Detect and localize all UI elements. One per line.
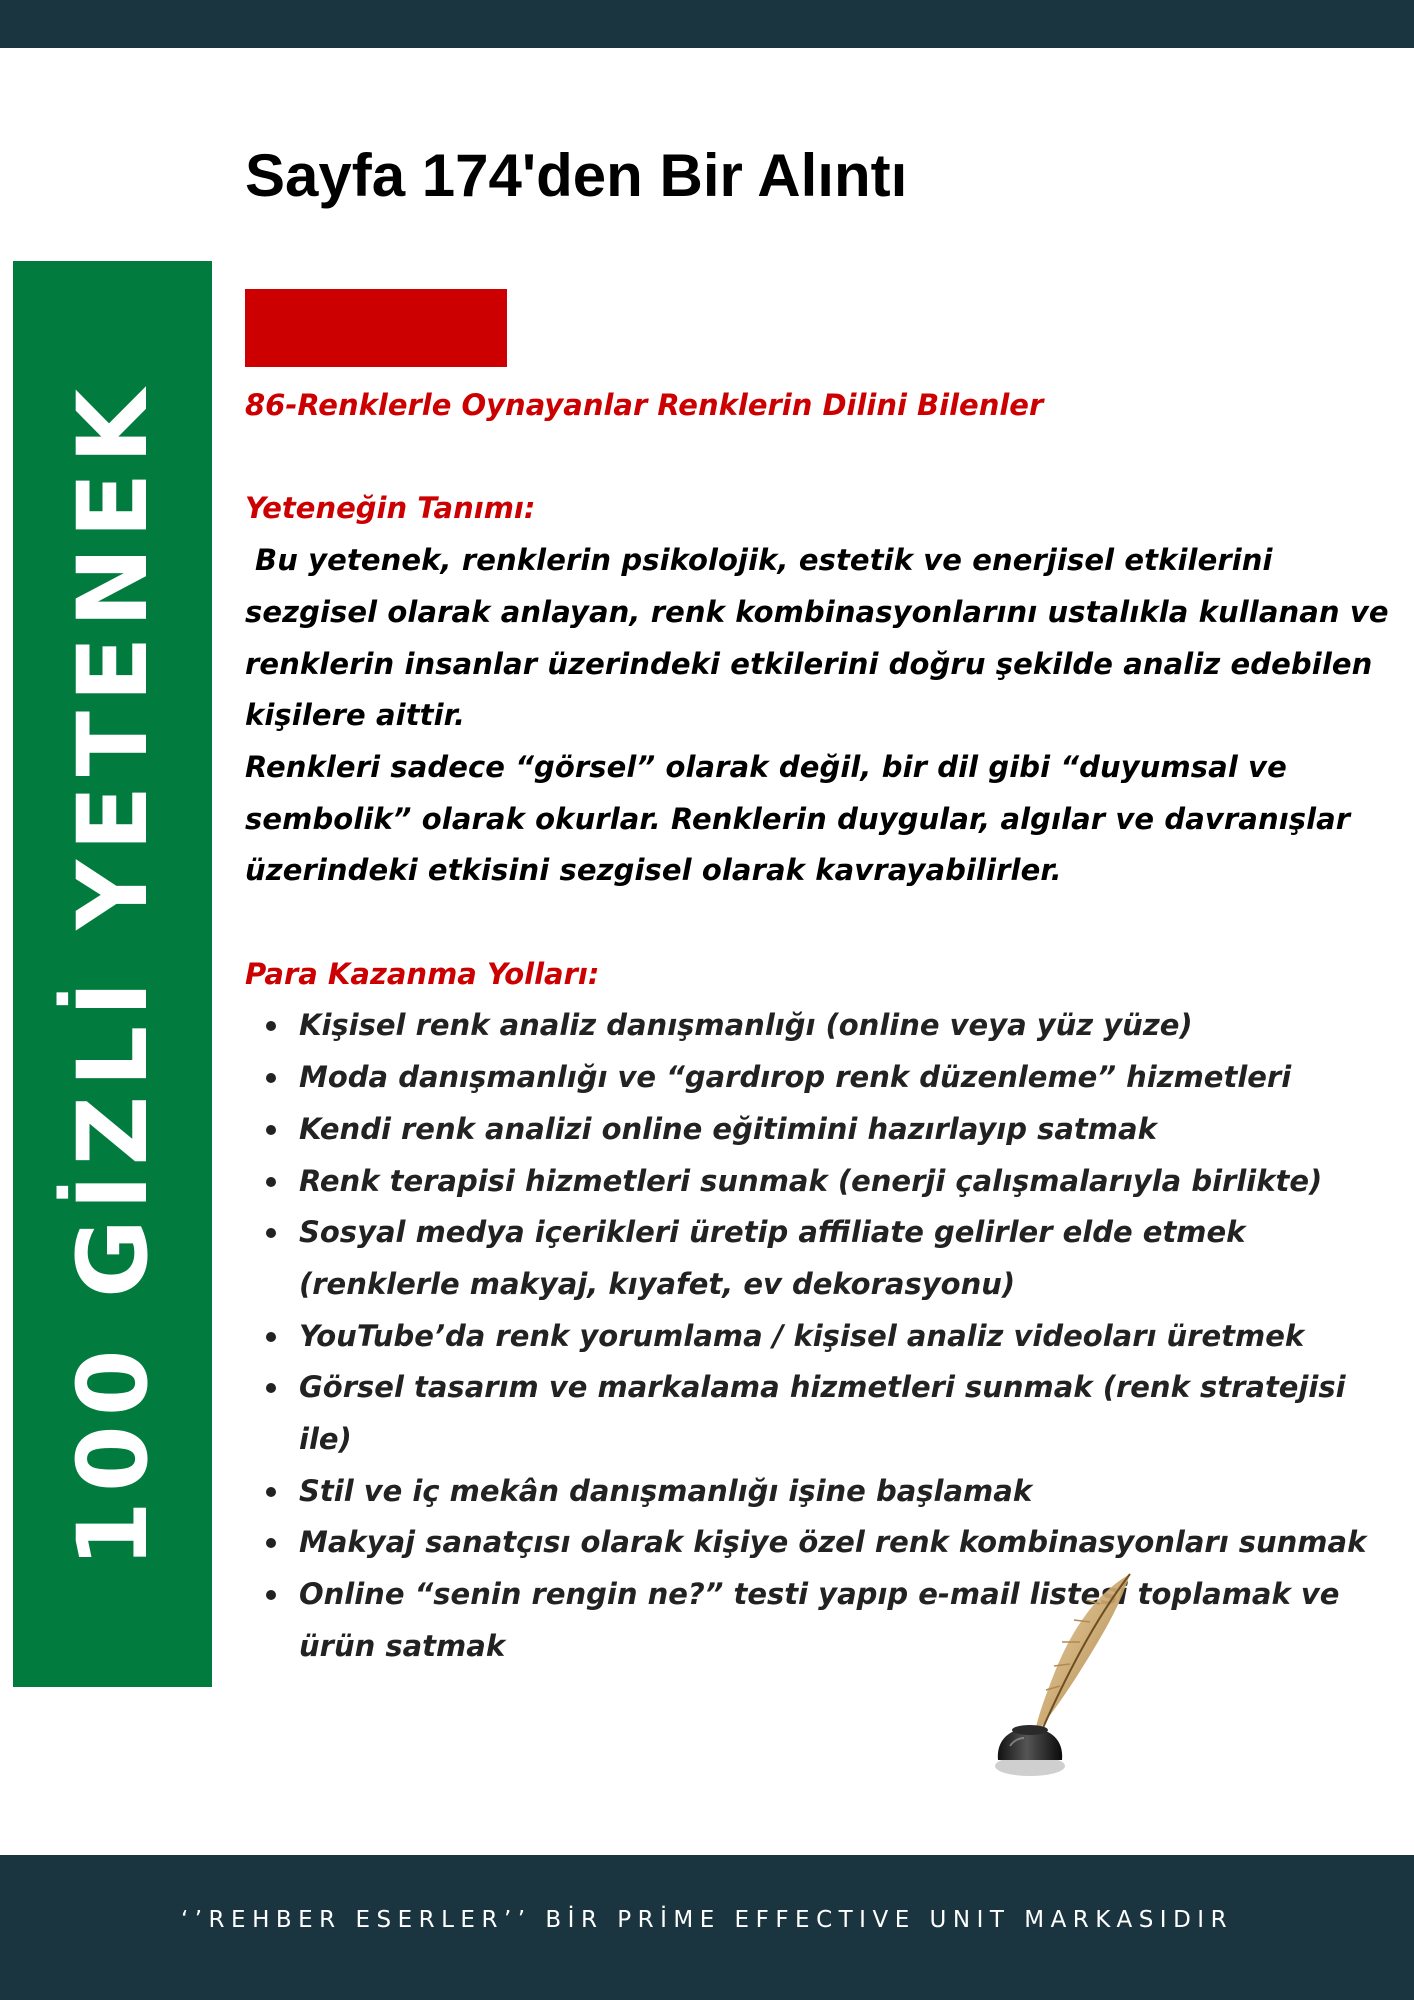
money-label: Para Kazanma Yolları:	[245, 956, 600, 991]
section-heading: 86-Renklerle Oynayanlar Renklerin Dilini Bilenler	[245, 388, 1044, 422]
list-item: Stil ve iç mekân danışmanlığı işine başlamak	[245, 1466, 1400, 1518]
list-item: Moda danışmanlığı ve “gardırop renk düzenleme” hizmetleri	[245, 1052, 1400, 1104]
page-title: Sayfa 174'den Bir Alıntı	[245, 142, 908, 209]
footer-text: ‘’REHBER ESERLER’’ BİR PRİME EFFECTIVE UNIT MARKASIDIR	[180, 1907, 1234, 1933]
spacer	[245, 432, 1400, 484]
list-item: Kendi renk analizi online eğitimini hazırlayıp satmak	[245, 1104, 1400, 1156]
main-content	[245, 380, 1400, 1673]
definition-paragraph-2: Renkleri sadece “görsel” olarak değil, bir dil gibi “duyumsal ve sembolik” olarak okurlar. Renklerin duygular, algılar ve davranışlar üzerindeki etkisini sezgisel olarak kavrayabilirler.	[245, 749, 1351, 888]
quill-inkwell-icon	[990, 1570, 1140, 1785]
side-banner	[13, 261, 212, 1687]
list-item: YouTube’da renk yorumlama / kişisel analiz videoları üretmek	[245, 1311, 1400, 1363]
footer-bar	[0, 1855, 1414, 2000]
money-list	[245, 1000, 1400, 1672]
definition-label: Yeteneğin Tanımı:	[245, 491, 536, 526]
list-item: Görsel tasarım ve markalama hizmetleri sunmak (renk stratejisi ile)	[245, 1362, 1400, 1465]
top-bar	[0, 0, 1414, 48]
spacer	[245, 897, 1400, 949]
list-item: Makyaj sanatçısı olarak kişiye özel renk kombinasyonları sunmak	[245, 1517, 1400, 1569]
list-item: Renk terapisi hizmetleri sunmak (enerji çalışmalarıyla birlikte)	[245, 1156, 1400, 1208]
definition-paragraph: Bu yetenek, renklerin psikolojik, estetik ve enerjisel etkilerini sezgisel olarak anlayan, renk kombinasyonlarını ustalıkla kullanan ve renklerin insanlar üzerindeki etkilerini doğru şekilde analiz edebilen kişilere aittir.	[245, 543, 1389, 733]
side-banner-text: 100 GİZLİ YETENEK	[56, 380, 169, 1568]
list-item: Kişisel renk analiz danışmanlığı (online veya yüz yüze)	[245, 1000, 1400, 1052]
list-item: Online “senin rengin ne?” testi yapıp e-mail listesi toplamak ve ürün satmak	[245, 1569, 1400, 1672]
red-accent-bar	[245, 289, 507, 367]
list-item: Sosyal medya içerikleri üretip affiliate gelirler elde etmek (renklerle makyaj, kıyafet, ev dekorasyonu)	[245, 1207, 1400, 1310]
